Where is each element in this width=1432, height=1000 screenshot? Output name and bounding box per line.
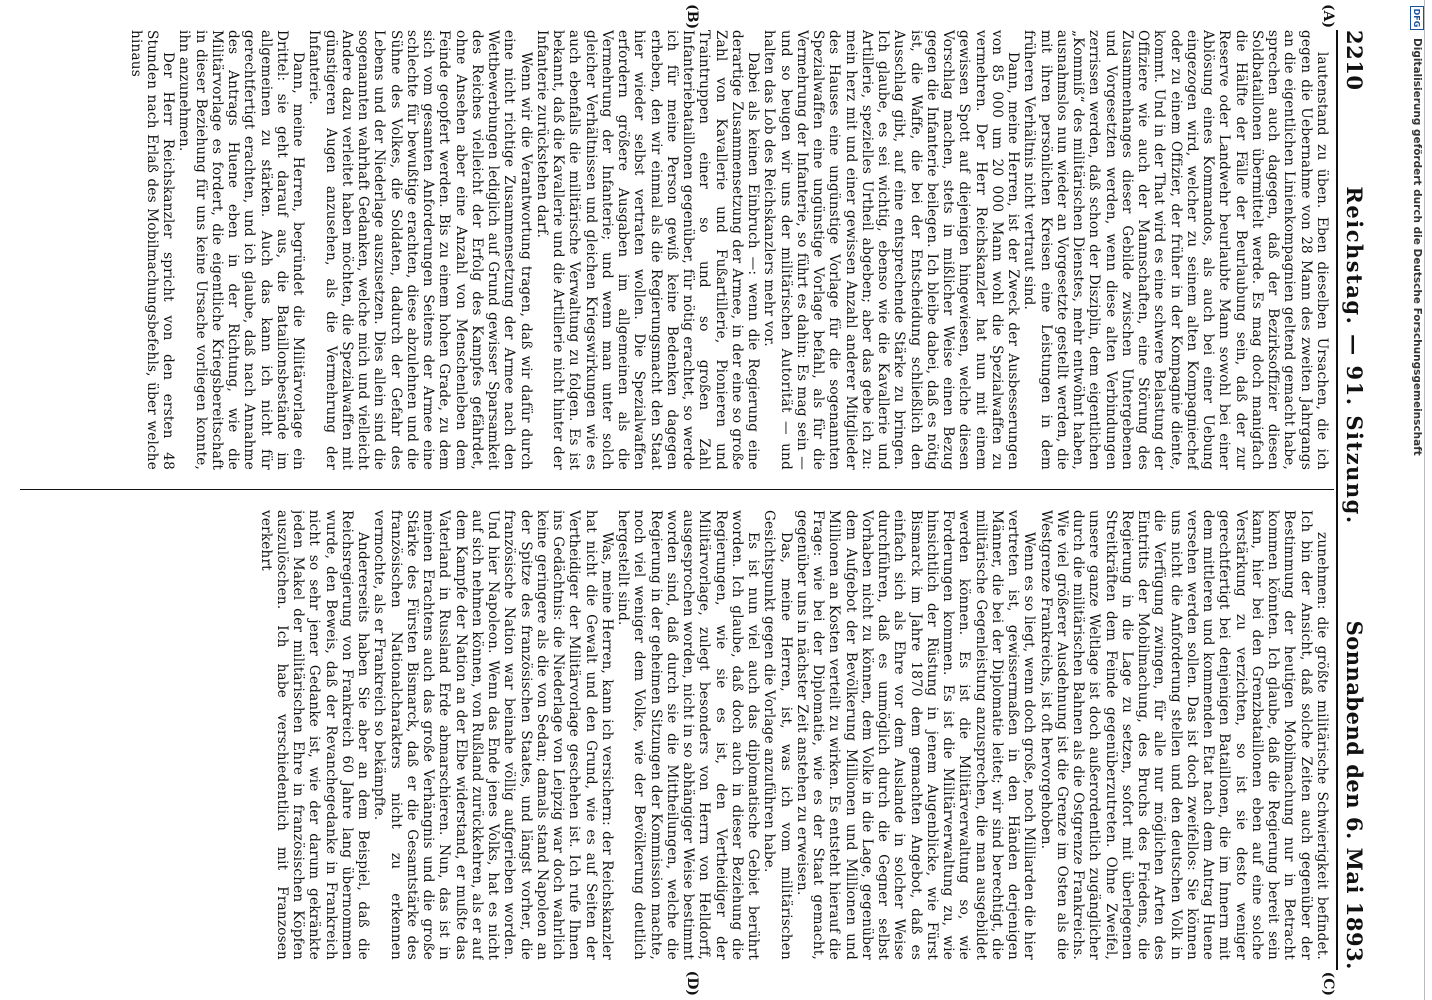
paragraph: Dabei als keinen Einbruch —: wenn die Regierung eine derartige Zusammensetzung der Armee, in der eine so große Zahl von Kavallerie und Fußartillerie, Pionieren und Traintruppen einer so und so großen Zahl Infanteriebataillonen gegenüber, für nötig erachtet, so werde ich für meine Person gewiß keine Bedenken dagegen erheben, den wir einmal als die Regierungsmacht den Staat hier wieder selbst vertraten wollen. Die Spezialwaffen erfordern größere Ausgaben im allgemeinen als die Vermehrung der Infanterie; und wenn man unter solch gleicher Verhältnissen und gleichen Kriegswirkungen wie es auch ebenfalls die militärische Verwaltung zu folgen. Es ist bekannt, daß die Kavallerie und die Artillerie nicht hinter der Infanterie zurückstehen darf. [534, 30, 762, 470]
dfg-logo: DFG [1410, 6, 1424, 30]
paragraph: Das, meine Herren, ist, was ich vom militärischen Gesichtspunkt gegen die Vorlage anzuführen habe. [761, 510, 794, 960]
paragraph: lautenstand zu üben. Eben dieselben Ursachen, die ich gegen die Uebernahme von 28 Mann des zweiten Jahrgangs an die eigentlichen Linienkompagnien geltend gemacht habe, sprechen auch dagegen, daß der Bezirksoffizier diesen Soldbataillonen übermittelt werde. Es mag doch manigfach die Hälfte der Fälle der Beurlaubung sein, daß der zur Reserve oder Landwehr beurlaubte Mann sowohl bei einer Ablösung eines Kommandos, als auch bei einer Uebung eingezogen wird, welcher zu seinem alten Kompagniechef oder zu einem Offizier, der früher in der Kompagnie diente, kommt. Und in der That wird es eine schwere Belastung der Offiziere wie auch der Mannschaften, eine Störung des Zusammenhanges dieser Gebilde zwischen Untergebenen und Vorgesetzten werden, wenn diese alten Verbindungen zerrissen werden, daß schon der Disziplin, dem eigentlichen „Kommiß“ des militärischen Dienstes, mehr entwöhnt haben, ausnahmslos nun wieder an Vorgesetzte gestellt werden, die mit ihren persönlichen Kreisen eine Leistungen in dem früheren Verhältnis nicht vertraut sind. [1021, 30, 1330, 470]
margin-mark-a: (A) [1320, 4, 1336, 29]
paragraph: Der Herr Reichskanzler spricht von den ersten 48 Stunden nach Erlaß des Mobilmachungsbefehls, über welche hinaus [127, 30, 177, 470]
paragraph: Andererseits haben Sie aber an dem Beispiel, daß die Reichsregierung von Frankreich 60 Jahre lang übernommen wurde, den Beweis, daß der Revanchegedanke in Frankreich nicht so sehr jener Gedanke ist, wie der darum gekränkte jeden Makel der militärischen Ehre in französischen Köpfen auszulöschen. Ich habe verschiedentlich mit Franzosen verkehrt [257, 510, 372, 960]
digitization-notice [1402, 0, 1432, 1000]
paragraph: Was, meine Herren, kann ich versichern: der Reichskanzler hat nicht die Gewalt und den Grund, wie es auf Seiten der Vertheidiger der Militärvorlage geschehen ist. Ich rufe Ihnen ins Gedächtnis: die Niederlage von Leipzig war doch wahrlich keine geringere als die von Sedan; damals stand Napoleon an der Spitze des französischen Staates, und längst vorher, die französische Nation war beinahe völlig aufgerieben worden. Und hier Napoleon. Wenn das Ende jenes Volks, hat es nicht auf sich nehmen können, von Rußland zurückkehren, als er auf dem Kampfe der Nation an der Elbe widerstand, er mußte das Vaterland in Russland Erde abmarschieren. Nun, das ist in meinen Erachtens auch das große Verhängnis und die große Stärke des Fürsten Bismarck, daß er die Gesamtstärke des französischen Nationalcharakters nicht zu erkennen vermochte, als er Frankreich so bekämpfte. [371, 510, 615, 960]
page-header [1342, 30, 1382, 970]
header-rule [1336, 30, 1338, 970]
paragraph: Wenn wir die Verantwortung tragen, daß wir dafür durch eine nicht richtige Zusammensetzung der Armee nach den Wettbewerbungen lediglich auf Grund gewisser Sparsamkeit des Reiches vielleicht der Erfolg des Kampfes gefährdet, ohne Ansehen aber eine Anzahl von Menschenleben dem Feinde geopfert werden. Bis zu einem hohen Grade, zu dem sich vom gesamten Anforderungen Seitens der Armee eine schlechte für bewußtige erachten, diese abzulehnen und die Sühne des Volkes, die Soldaten, dadurch der Gefahr des Lebens und der Niederlage auszusetzen. Dies allein sind die sogenannten wahrhaft Gedanken, welche mich und vielleicht Andere dazu verleitet haben möchten, die Spezialwaffen mit günstigeren Augen anzusehen, als die Vermehrung der Infanterie. [306, 30, 534, 470]
page-number: 2210 [1342, 30, 1367, 91]
paragraph: Dann, meine Herren, begründet die Militärvorlage ein Drittel: sie geht darauf aus, die Bataillonsbestände im allgemeinen zu stärken. Auch das kann ich nicht für gerechtfertigt erachten, und ich glaube, daß nach Annahme des Antrags Huene eben in der Richtung, wie die Militärvorlage es fordert, die eigentliche Kriegsbereitschaft in dieser Beziehung für uns keine Ursache vorliegen konnte, ihn anzunehmen. [176, 30, 307, 470]
session-date: Sonnabend den 6. Mai 1893. [1342, 620, 1367, 970]
text-column-right [24, 510, 1330, 960]
paragraph: Es ist nun viel auch das diplomatische Gebiet berührt worden. Ich glaube, daß doch auch in dieser Beziehung die Regierungen, wie sie es ist, den Vertheidiger der Militärvorlage, zulegt besonders von Herrn von Helldorff, ausgesprochen worden, nicht in so abhängiger Weise bestimmt worden sind, daß durch sie die Mittheilungen, welche die Regierung in der geheimen Sitzungen der Kommission machte, noch viel weniger dem Volke, wie der Bevölkerung deutlich hergestellt sind. [615, 510, 762, 960]
margin-mark-d: (D) [684, 970, 700, 996]
notice-text: Digitalisierung gefördert durch die Deutsche Forschungsgemeinschaft [1411, 38, 1423, 456]
margin-mark-c: (C) [1320, 971, 1336, 996]
margin-mark-b: (B) [684, 4, 700, 30]
running-title: Reichstag. — 91. Sitzung. [1342, 186, 1367, 525]
paragraph: zunehmen: die größte militärische Schwierigkeit befindet. Ich bin der Ansicht, daß solche Zeiten auch gegenüber der Bestimmung der heutigen Mobilmachung nur in Betracht kommen könnten. Ich glaube, daß die Regierung bereit sein kann, hier bei den Grenzbataillonen eben auf eine solche Verstärkung zu verzichten, so ist sie desto weniger gerechtfertigt bei denjenigen Bataillonen, die im Innern mit dem mittleren und kommenden Etat nach dem Antrag Huene versehen werden sollen. Das ist doch zweifellos: Sie können uns nicht die Anforderung stellen und den deutschen Volk in die Verfügung zwingen, für alle nur möglichen Arten des Eintritts der Mobilmachung, des Bruchs des Friedens, die Regierung in die Lage zu setzen, sofort mit überlegenen Streitkräften dem Feinde gegenüberzutreten. Ohne Zweifel, unsere ganze Weltlage ist doch außerordentlich zugänglicher durch die militärischen Bahnen als die Ostgrenze Frankreichs. Wie viel größerer Ausdehnung ist die Grenze im Osten als die Westgrenze Frankreichs, ist oft hervorgehoben. [1037, 510, 1330, 960]
paragraph: Wenn es so liegt, wenn doch große, noch Milliarden die hier vertreten ist, gewissermaßen in den Händen derjenigen Männer, die bei der Diplomatie leitet; wir sind berechtigt, die militärische Gegenleistung anzusprechen, die man ausgebildet werden können. Es ist die Militärverwaltung so, wie Forderungen kommen. Es ist die Militärverwaltung zu, wie hinsichtlich der Rüstung in jenem Augenblicke, wie Fürst Bismarck im Jahre 1870 dem gemachten Angebot, daß es einfach sich als Ehre vor dem Auslande in solcher Weise durchführen, daß es unmöglich durch die Gegner selbst Vorhaben nicht zu können, dem Volke in die Lage, gegenüber dem Aufgebot der Bevölkerung Millionen und Millionen und Millionen an Kosten verteilt zu wirken. Es entsteht hierauf die Frage: wie bei der Diplomatie, wie es der Staat gemacht, gegenüber uns in nächster Zeit anstehen zu erweisen. [794, 510, 1038, 960]
column-divider [20, 489, 1334, 490]
paragraph: Dann, meine Herren, ist der Zweck der Ausbesserungen von 85 000 um 20 000 Mann wohl die Spezialwaffen zu vermehren. Der Herr Reichskanzler hat nun mit einem gewissen Spott auf diejenigen hingewiesen, welche diesen Vorschlag machen, stets in mißlicher Weise einen Bezug gegen die Infanterie beilegen. Ich bleibe dabei, daß es nötig ist, die Waffe, die bei der Entscheidung schließlich den Ausschlag gibt, auf eine entsprechende Stärke zu bringen. Ich glaube, es sei wichtig, ebenso wie die Kavallerie und Artillerie, spezielles Urtheil abgeben; aber das gebe ich zu: mein herz mit und einer gewissen Anzahl anderer Mitglieder des Hauses eine ungünstige Vorlage für die sogenannten Spezialwaffen eine ungünstige Vorlage befahl, als für die Vermehrung der Infanterie, so führt es dahin: Es mag sein — und so beugen wir uns der militärischen Autorität — und halten das Lob des Reichskanzlers mehr vor. [761, 30, 1022, 470]
text-column-left [24, 30, 1330, 470]
